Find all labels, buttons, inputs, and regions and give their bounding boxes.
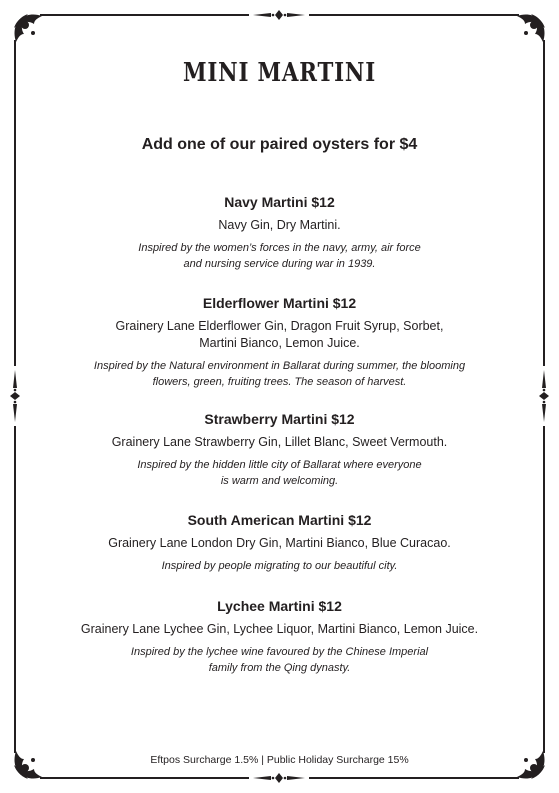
menu-item xyxy=(40,194,519,272)
ingredients-line: Grainery Lane Elderflower Gin, Dragon Fruit Syrup, Sorbet, xyxy=(115,319,444,333)
description-line: Inspired by the lychee wine favoured by the Chinese Imperial xyxy=(130,646,429,658)
item-description xyxy=(40,644,519,676)
diamond-ornament-icon xyxy=(249,773,309,783)
diamond-ornament-icon xyxy=(10,366,20,426)
corner-flourish-icon xyxy=(8,8,50,50)
menu-item xyxy=(40,598,519,676)
item-ingredients xyxy=(40,217,519,234)
description-line: family from the Qing dynasty. xyxy=(208,662,351,674)
item-name: Elderflower Martini $12 xyxy=(202,295,357,311)
item-ingredients xyxy=(40,621,519,638)
description-line: Inspired by the women’s forces in the navy, army, air force xyxy=(138,242,421,254)
description-line: Inspired by people migrating to our beautiful city. xyxy=(161,560,398,572)
diamond-ornament-icon xyxy=(539,366,549,426)
description-line: Inspired by the Natural environment in Ballarat during summer, the blooming xyxy=(93,360,466,372)
item-name: South American Martini $12 xyxy=(187,512,372,528)
item-name: Strawberry Martini $12 xyxy=(204,411,355,427)
ingredients-line: Martini Bianco, Lemon Juice. xyxy=(199,336,360,350)
ingredients-line: Grainery Lane Strawberry Gin, Lillet Blanc, Sweet Vermouth. xyxy=(111,435,448,449)
item-description xyxy=(40,358,519,390)
description-line: is warm and welcoming. xyxy=(220,475,339,487)
item-name: Navy Martini $12 xyxy=(224,194,335,210)
description-line: flowers, green, fruiting trees. The season of harvest. xyxy=(152,376,407,388)
surcharge-note: Eftpos Surcharge 1.5% | Public Holiday Surcharge 15% xyxy=(150,754,409,766)
item-description xyxy=(40,558,519,574)
ingredients-line: Navy Gin, Dry Martini. xyxy=(218,218,341,232)
menu-item xyxy=(40,512,519,574)
description-line: and nursing service during war in 1939. xyxy=(183,258,376,270)
item-ingredients xyxy=(40,434,519,451)
item-ingredients xyxy=(40,535,519,552)
menu-title: MINI MARTINI xyxy=(182,58,377,88)
menu-item xyxy=(40,295,519,390)
description-line: Inspired by the hidden little city of Ballarat where everyone xyxy=(137,459,422,471)
menu-item xyxy=(40,411,519,489)
ingredients-line: Grainery Lane London Dry Gin, Martini Bianco, Blue Curacao. xyxy=(108,536,451,550)
item-description xyxy=(40,240,519,272)
item-description xyxy=(40,457,519,489)
item-name: Lychee Martini $12 xyxy=(217,598,342,614)
ingredients-line: Grainery Lane Lychee Gin, Lychee Liquor, Martini Bianco, Lemon Juice. xyxy=(80,622,479,636)
diamond-ornament-icon xyxy=(249,10,309,20)
item-ingredients xyxy=(40,318,519,352)
corner-flourish-icon xyxy=(509,8,551,50)
menu-subtitle: Add one of our paired oysters for $4 xyxy=(141,136,418,153)
